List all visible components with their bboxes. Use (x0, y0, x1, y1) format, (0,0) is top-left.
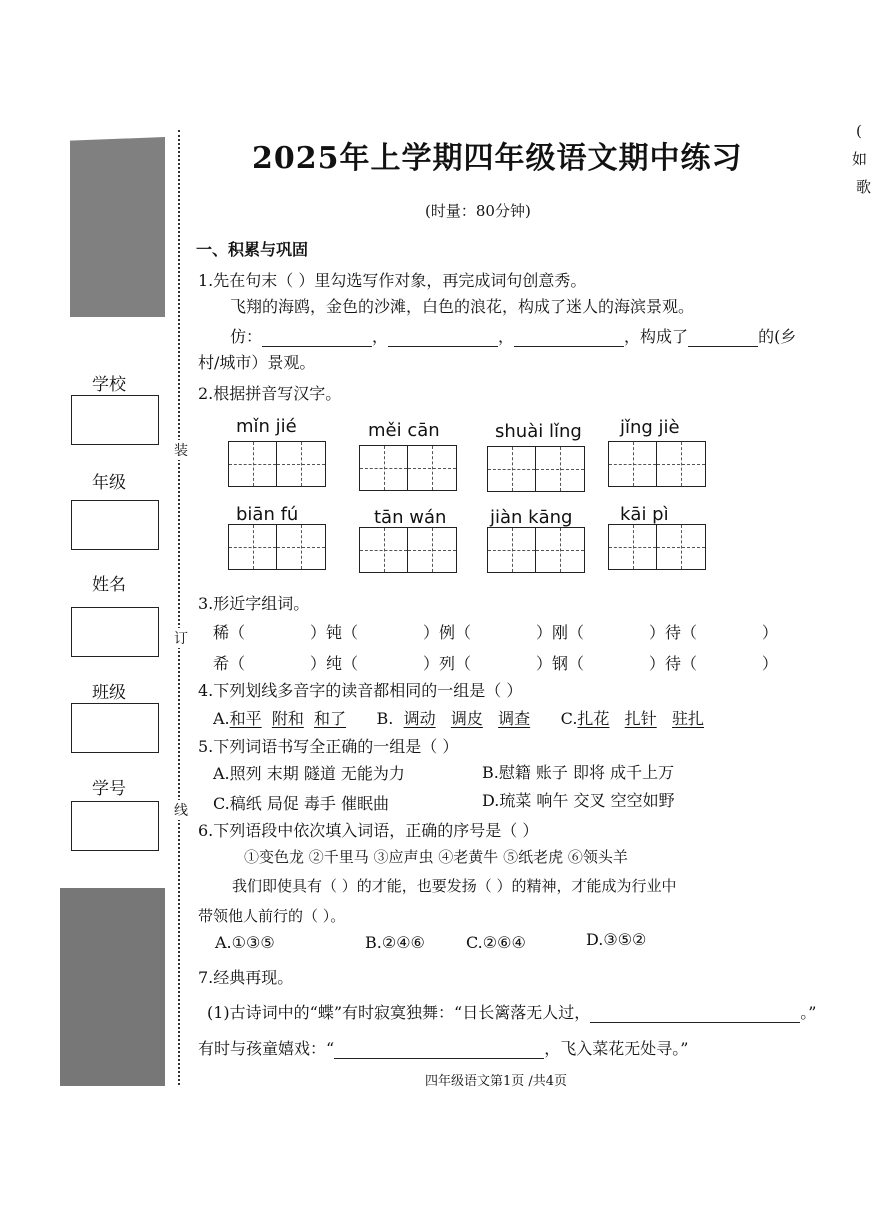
q4-a-3: 和了 (314, 709, 347, 728)
q3-row-1 (213, 620, 778, 643)
q3-r1-6: ） (761, 623, 778, 642)
char-grid-7[interactable] (487, 527, 585, 573)
q5-option-c: C.稿纸 局促 毒手 催眠曲 (213, 794, 390, 813)
grade-label: 年级 (92, 473, 126, 493)
char-grid-4[interactable] (608, 441, 706, 487)
q1-comma-1: ， (372, 327, 389, 346)
q1-comma-2: ， (498, 327, 515, 346)
edge-text-3: 歌 (856, 178, 871, 196)
q1-sentence: 飞翔的海鸥，金色的沙滩，白色的浪花，构成了迷人的海滨景观。 (230, 297, 695, 316)
char-grid-1[interactable] (228, 441, 326, 487)
char-grid-3[interactable] (487, 446, 585, 492)
q5-prompt: 5.下列词语书写全正确的一组是（ ） (198, 737, 459, 756)
q7-line1-end: 。” (800, 1003, 817, 1022)
q3-r2-3: ）列（ (422, 654, 471, 673)
pinyin-7: jiàn kāng (490, 507, 573, 528)
q6-prompt: 6.下列语段中依次填入词语，正确的序号是（ ） (198, 821, 539, 840)
q3-r2-5: ）待（ (648, 654, 697, 673)
char-grid-2[interactable] (359, 445, 457, 491)
q4-b-1: 调动 (403, 709, 436, 728)
q4-a-1: 和平 (229, 709, 262, 728)
name-label: 姓名 (92, 575, 126, 595)
q1-blank-1[interactable] (262, 346, 372, 347)
q1-options-tail: 的(乡 (758, 327, 797, 346)
q1-imitate-prefix: 仿： (230, 327, 263, 346)
q4-b-label: B. (376, 709, 394, 728)
scan-shadow-bottom (60, 888, 165, 1086)
q4-c-3: 驻扎 (671, 709, 704, 728)
char-grid-5[interactable] (228, 524, 326, 570)
q1-blank-2[interactable] (388, 346, 498, 347)
pinyin-4: jǐng jiè (620, 417, 680, 438)
q1-blank-3[interactable] (514, 346, 624, 347)
pinyin-2: měi cān (368, 420, 440, 441)
q4-a-label: A. (213, 709, 230, 728)
time-limit: (时量：80分钟) (425, 202, 531, 220)
q4-c-2: 扎针 (624, 709, 657, 728)
q4-options (213, 706, 704, 729)
binding-char-1: 装 (174, 440, 188, 460)
q3-r1-1: 稀（ (213, 623, 246, 642)
q7-line-1 (207, 1000, 816, 1023)
class-field[interactable] (71, 703, 159, 753)
char-grid-6[interactable] (359, 527, 457, 573)
q1-formed: ，构成了 (624, 327, 689, 346)
grade-field[interactable] (71, 500, 159, 550)
q6-choice-b: B.②④⑥ (365, 933, 425, 952)
q6-text-1: 我们即使具有（ ）的才能，也要发扬（ ）的精神，才能成为行业中 (232, 877, 677, 895)
page-title: 2025年上学期四年级语文期中练习 (252, 141, 743, 176)
q4-c-1: 扎花 (577, 709, 610, 728)
q4-prompt: 4.下列划线多音字的读音都相同的一组是（ ） (198, 681, 523, 700)
q2-prompt: 2.根据拼音写汉字。 (198, 384, 342, 403)
q3-prompt: 3.形近字组词。 (198, 594, 310, 613)
page-footer: 四年级语文第1页 /共4页 (425, 1074, 568, 1089)
binding-char-2: 订 (174, 628, 188, 648)
q7-prompt: 7.经典再现。 (198, 968, 294, 987)
pinyin-3: shuài lǐng (495, 421, 582, 442)
q6-text-2: 带领他人前行的（ ）。 (198, 907, 346, 925)
school-field[interactable] (71, 395, 159, 445)
pinyin-1: mǐn jié (236, 416, 297, 437)
q3-r2-2: ）纯（ (309, 654, 358, 673)
q1-blank-4[interactable] (688, 346, 758, 347)
q4-a-2: 附和 (271, 709, 304, 728)
q5-option-a: A.照列 末期 隧道 无能为力 (213, 764, 405, 783)
pinyin-8: kāi pì (620, 504, 669, 525)
binding-char-3: 线 (174, 800, 188, 820)
q3-r2-4: ）钢（ (535, 654, 584, 673)
binding-line (178, 130, 180, 1085)
q1-imitate-line (230, 324, 796, 347)
student-no-field[interactable] (71, 801, 159, 851)
q4-b-3: 调查 (498, 709, 531, 728)
q7-line2-end: ，飞入菜花无处寻。” (544, 1039, 689, 1058)
pinyin-5: biān fú (236, 504, 299, 525)
q6-choice-c: C.②⑥④ (466, 933, 526, 952)
char-grid-8[interactable] (608, 524, 706, 570)
section-heading: 一、积累与巩固 (196, 240, 309, 259)
q3-r1-3: ）例（ (422, 623, 471, 642)
q4-c-label: C. (560, 709, 578, 728)
q7-line-2 (198, 1036, 688, 1059)
q7-blank-1[interactable] (590, 1022, 800, 1023)
q7-line1-text: (1)古诗词中的“蝶”有时寂寞独舞：“日长篱落无人过， (207, 1003, 591, 1022)
q3-r2-6: ） (761, 654, 778, 673)
pinyin-6: tān wán (374, 507, 447, 528)
q7-blank-2[interactable] (334, 1058, 544, 1059)
q5-option-d: D.琉菜 响午 交叉 空空如野 (482, 791, 675, 810)
q1-prompt: 1.先在句末（ ）里勾选写作对象，再完成词句创意秀。 (198, 271, 587, 290)
q3-row-2 (213, 651, 778, 674)
edge-text-2: 如 (852, 150, 868, 168)
name-field[interactable] (71, 607, 159, 657)
student-no-label: 学号 (92, 779, 126, 799)
q6-choice-a: A.①③⑤ (215, 933, 275, 952)
q4-b-2: 调皮 (450, 709, 483, 728)
q5-option-b: B.慰籍 账子 即将 成千上万 (482, 763, 675, 782)
edge-text-1: ( (856, 122, 862, 140)
q3-r1-4: ）刚（ (535, 623, 584, 642)
q7-line2-start: 有时与孩童嬉戏：“ (198, 1039, 335, 1058)
q1-line2: 村/城市）景观。 (198, 353, 316, 372)
q3-r2-1: 希（ (213, 654, 246, 673)
q3-r1-2: ）钝（ (309, 623, 358, 642)
q6-word-options: ①变色龙 ②千里马 ③应声虫 ④老黄牛 ⑤纸老虎 ⑥领头羊 (244, 848, 628, 866)
q6-choice-d: D.③⑤② (586, 930, 647, 949)
q3-r1-5: ）待（ (648, 623, 697, 642)
class-label: 班级 (92, 683, 126, 703)
school-label: 学校 (92, 375, 126, 395)
scan-shadow-top (70, 137, 165, 317)
